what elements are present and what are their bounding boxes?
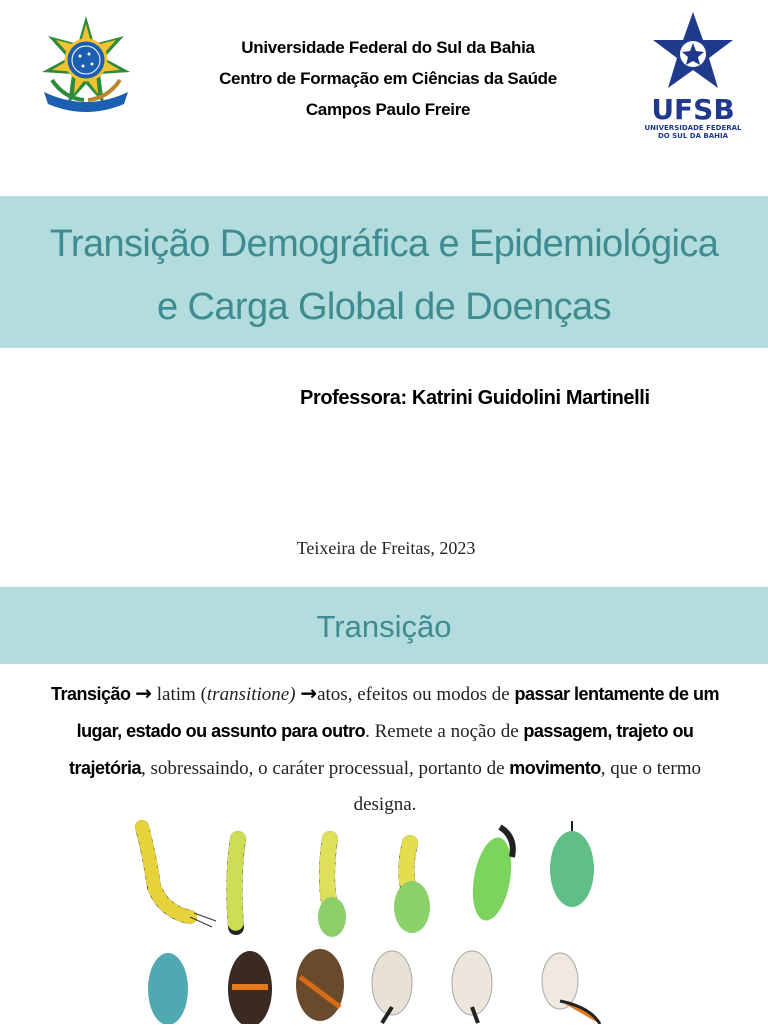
institution-header <box>190 32 586 125</box>
text-transitione: transitione) <box>206 684 296 705</box>
text-latim: latim ( <box>152 684 207 705</box>
slide-title <box>0 213 768 339</box>
caterpillar-stage-3 <box>318 839 346 937</box>
butterfly-emerging-3 <box>452 951 492 1023</box>
section-title: Transição <box>316 609 452 644</box>
professor-name: Professora: Katrini Guidolini Martinelli <box>300 387 650 409</box>
ufsb-logo-subtitle-1: UNIVERSIDADE FEDERAL <box>644 124 742 132</box>
butterfly-emerging-2 <box>372 951 412 1023</box>
text-movimento: movimento <box>509 758 601 778</box>
ufsb-logo-subtitle-2: DO SUL DA BAHIA <box>657 132 729 140</box>
brazil-coat-of-arms-icon <box>34 14 138 118</box>
text-passar-lentamente: passar lentamente de um lugar, estado ou assunto para outro <box>76 684 720 741</box>
right-arrow-icon: → <box>135 681 153 705</box>
slide-title-line-2: e Carga Global de Doenças <box>157 286 611 328</box>
text-sobressaindo: , sobressaindo, o caráter processual, portanto de <box>140 758 510 779</box>
ufsb-star-icon <box>651 10 735 94</box>
text-atos: atos, efeitos ou modos de <box>317 684 515 705</box>
definition-paragraph <box>40 675 730 823</box>
text-passagem: passagem, trajeto ou trajetória <box>68 721 694 778</box>
caterpillar-stage-1 <box>142 827 216 927</box>
right-arrow-icon: → <box>300 681 318 705</box>
ufsb-logo <box>640 10 746 158</box>
chrysalis-green <box>550 821 594 907</box>
content-slide <box>0 587 768 1024</box>
butterfly-emerging-1 <box>296 949 344 1021</box>
metamorphosis-illustration <box>120 817 640 1024</box>
term-transicao: Transição <box>50 684 131 704</box>
chrysalis-blue <box>148 953 188 1024</box>
institution-line-1: Universidade Federal do Sul da Bahia <box>241 38 535 57</box>
caterpillar-stage-4 <box>394 843 430 933</box>
ufsb-logo-name: UFSB <box>651 93 735 126</box>
place-date: Teixeira de Freitas, 2023 <box>296 538 476 558</box>
chrysalis-dark <box>228 951 272 1024</box>
institution-line-3: Campos Paulo Freire <box>305 100 471 119</box>
caterpillar-stage-2 <box>234 839 238 927</box>
institution-line-2: Centro de Formação em Ciências da Saúde <box>219 69 557 88</box>
pupa-forming <box>467 827 517 923</box>
text-remete: . Remete a noção de <box>365 721 524 742</box>
slide-title-line-1: Transição Demográfica e Epidemiológica <box>49 223 719 265</box>
butterfly-emerging-4 <box>542 953 600 1024</box>
text-designa: , que o termo designa. <box>353 758 702 815</box>
